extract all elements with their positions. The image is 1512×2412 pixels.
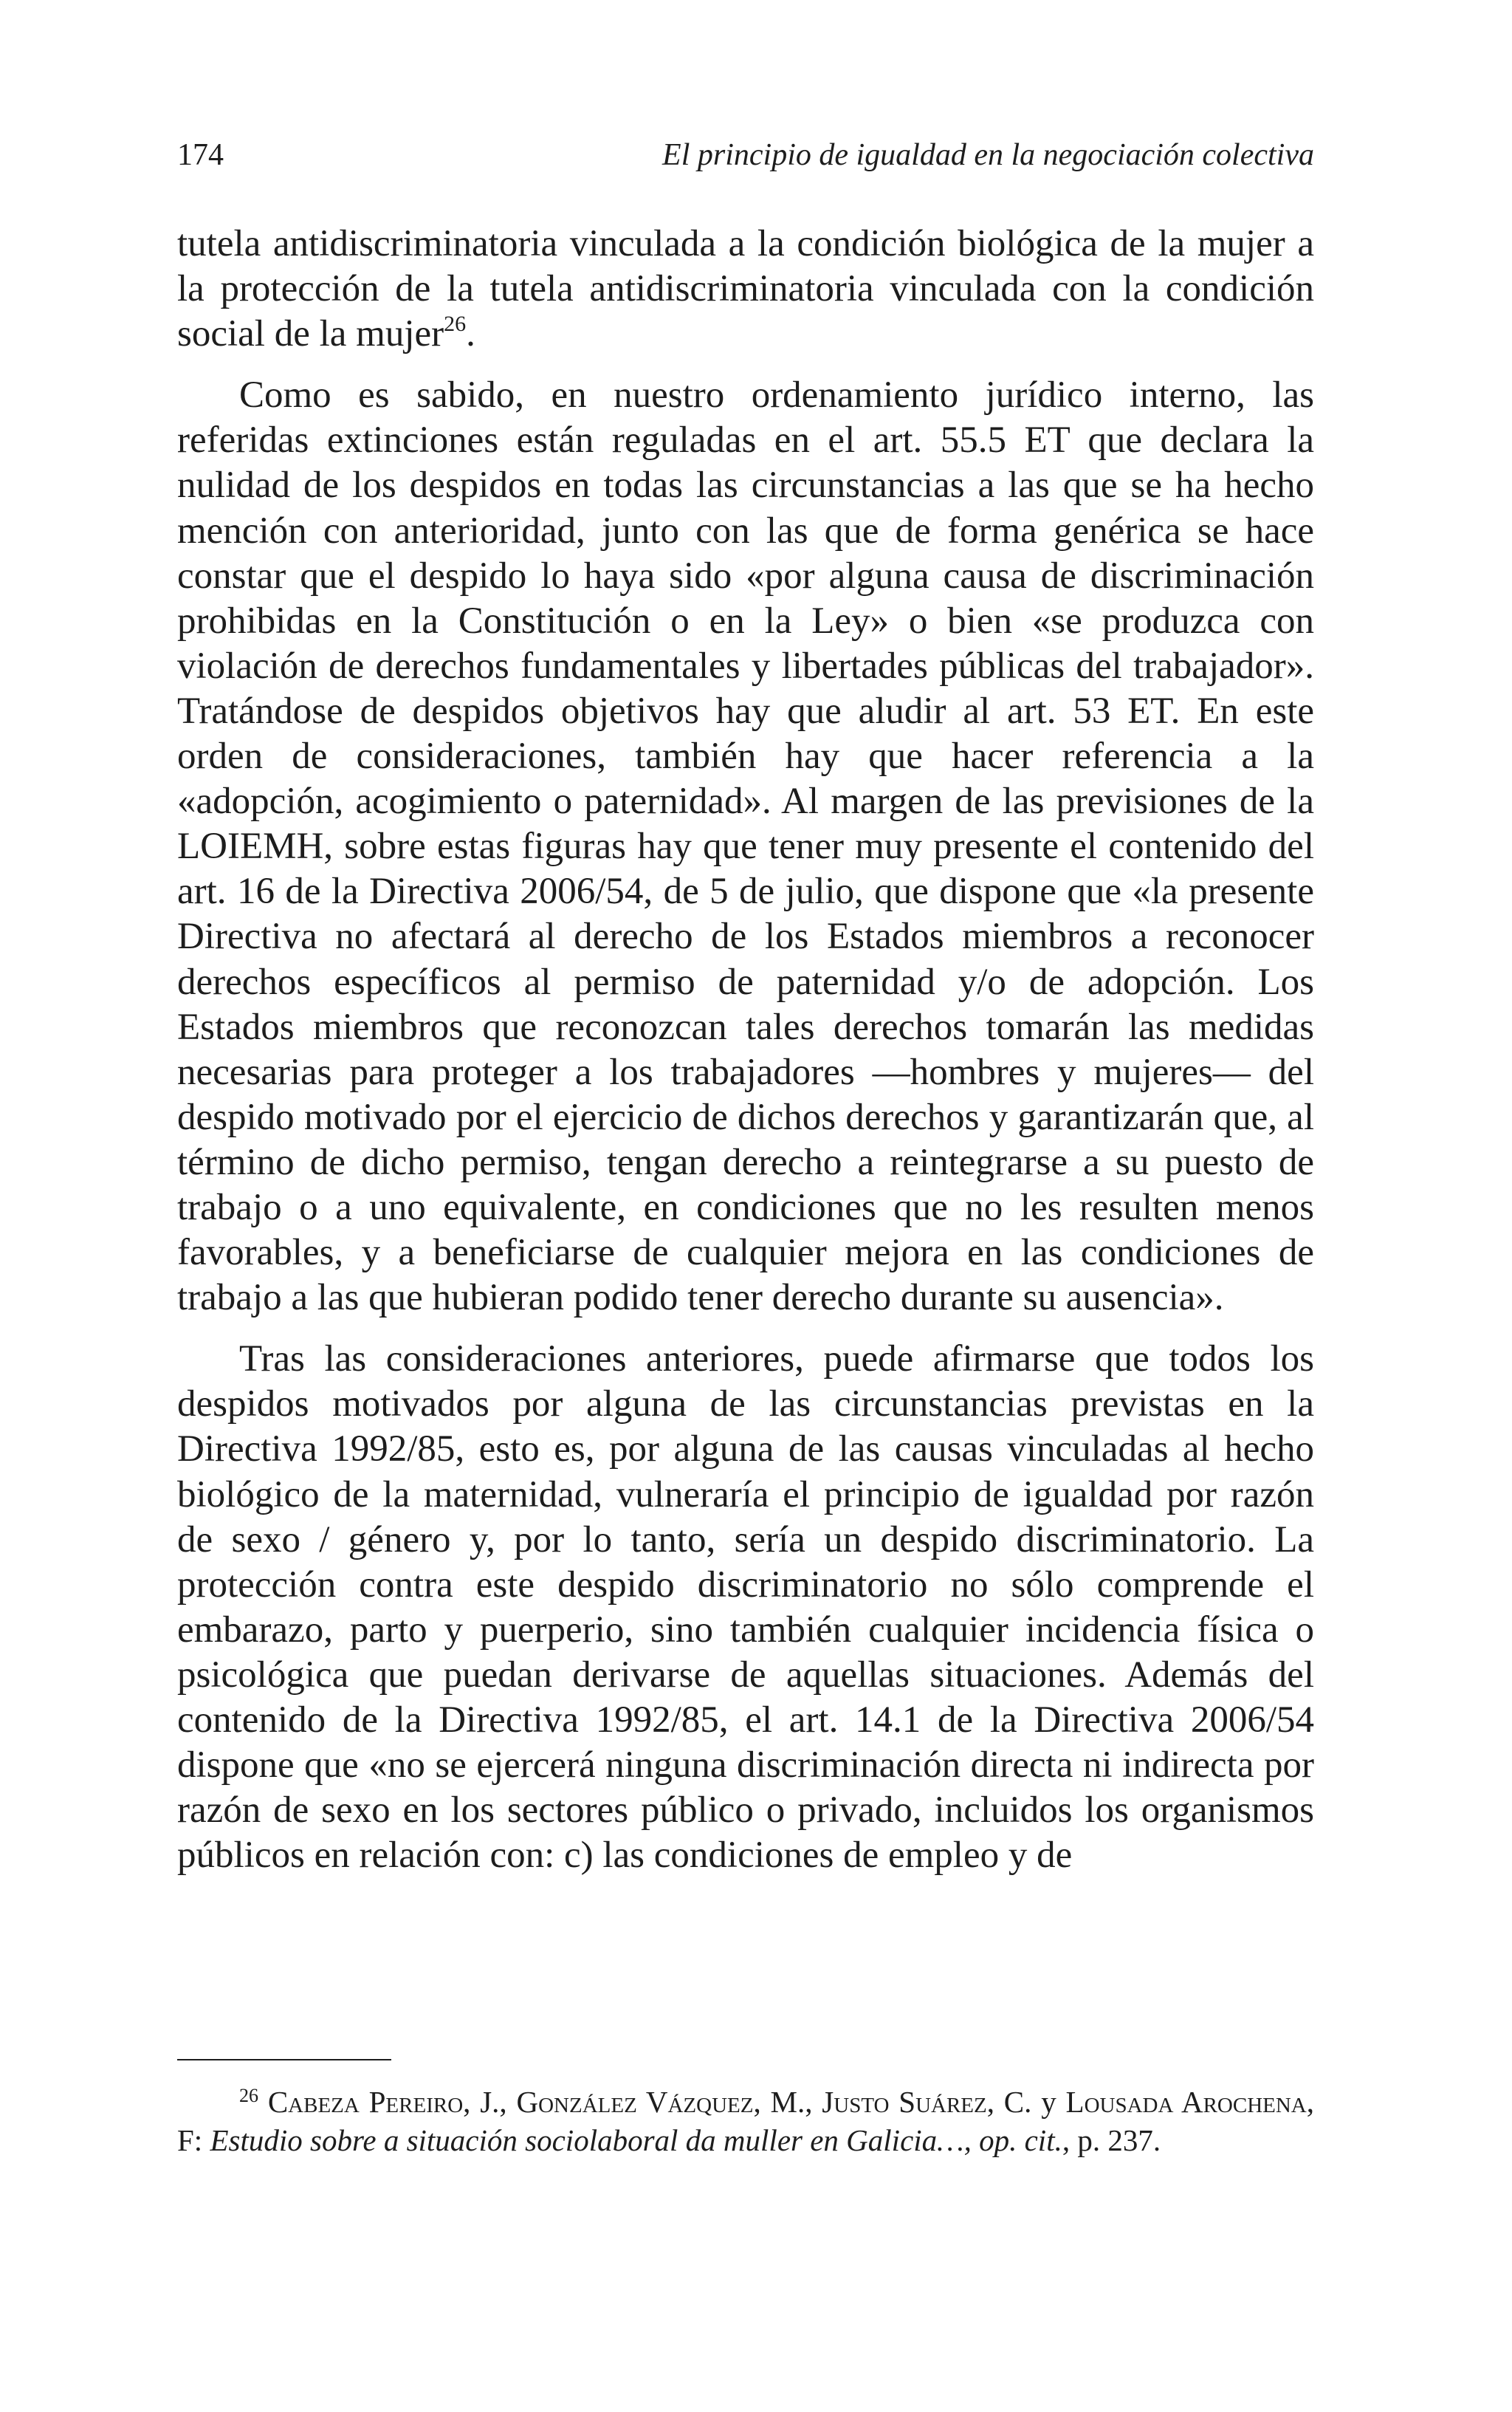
paragraph: Como es sabido, en nuestro ordenamiento jurídico interno, las referidas extinciones están reguladas en el art. 55.5 ET que declara la nulidad de los despidos en todas las circunstancias a las que se ha hecho mención con anterioridad, junto con las que de forma genérica se hace constar que el despido lo haya sido «por alguna causa de discriminación prohibidas en la Constitución o en la Ley» o bien «se produzca con violación de derechos fundamentales y libertades públicas del trabajador». Tratándose de despidos objetivos hay que aludir al art. 53 ET. En este orden de consideraciones, también hay que hacer referencia a la «adopción, acogimiento o paternidad». Al margen de las previsiones de la LOIEMH, sobre estas figuras hay que tener muy presente el contenido del art. 16 de la Directiva 2006/54, de 5 de julio, que dispone que «la presente Directiva no afectará al derecho de los Estados miembros a reconocer derechos específicos al permiso de paternidad y/o de adopción. Los Estados miembros que reconozcan tales derechos tomarán las medidas necesarias para proteger a los trabajadores —hombres y mujeres— del despido motivado por el ejercicio de dichos derechos y garantizarán que, al término de dicho permiso, tengan derecho a reintegrarse a su puesto de trabajo o a uno equivalente, en condiciones que no les resulten menos favorables, y a beneficiarse de cualquier mejora en las condiciones de trabajo a las que hubieran podido tener derecho durante su ausencia».: [177, 374, 1314, 1319]
footnote-pages: , p. 237.: [1062, 2123, 1161, 2157]
footnote-sep: , J.,: [463, 2085, 517, 2119]
footnote-sep: , F:: [177, 2085, 1314, 2157]
footnote-title: Estudio sobre a situación sociolaboral da muller en Galicia…, op. cit.: [210, 2123, 1062, 2157]
footnote-author: Justo Suárez: [822, 2085, 987, 2119]
paragraph: Tras las consideraciones anteriores, puede afirmarse que todos los despidos motivados por alguna de las circunstancias previstas en la Directiva 1992/85, esto es, por alguna de las causas vinculadas al hecho biológico de la maternidad, vulneraría el principio de igualdad por razón de sexo / género y, por lo tanto, sería un despido discriminatorio. La protección contra este despido discriminatorio no sólo comprende el embarazo, parto y puerperio, sino también cualquier incidencia física o psicológica que puedan derivarse de aquellas situaciones. Además del contenido de la Directiva 1992/85, el art. 14.1 de la Directiva 2006/54 dispone que «no se ejercerá ninguna discriminación directa ni indirecta por razón de sexo en los sectores público o privado, incluidos los organismos públicos en relación con: c) las condiciones de empleo y de: [177, 1338, 1314, 1877]
footnote-sep: , M.,: [753, 2085, 822, 2119]
paragraph-end-punct: .: [466, 313, 475, 355]
footnote-author: Cabeza Pereiro: [267, 2085, 464, 2119]
footnote-number: 26: [239, 2085, 258, 2106]
paragraph-continuation: [177, 222, 1314, 357]
running-title: El principio de igualdad en la negociación colectiva: [662, 138, 1314, 172]
footnote-reference: 26: [444, 312, 467, 337]
footnote-sep: , C. y: [986, 2085, 1066, 2119]
footnote-author: González Vázquez: [516, 2085, 754, 2119]
paragraph-text: tutela antidiscriminatoria vinculada a la condición biológica de la mujer a la protección de la tutela antidiscriminatoria vinculada con la condición social de la mujer: [177, 223, 1314, 355]
page-number: 174: [177, 138, 224, 172]
footnote-author: Lousada Arochena: [1065, 2085, 1307, 2119]
footnote-divider: [177, 2059, 391, 2060]
body-text: [177, 222, 1314, 1894]
footnote: [177, 2083, 1314, 2159]
